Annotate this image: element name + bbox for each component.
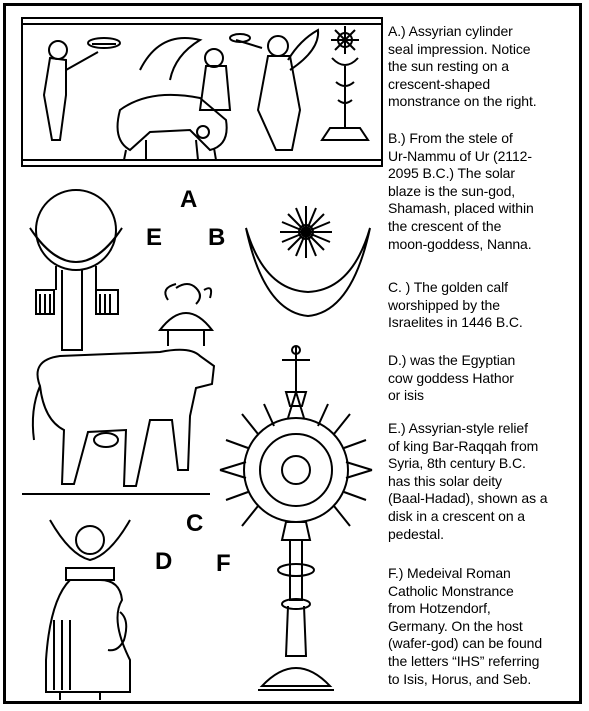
monstrance-illustration <box>220 346 372 690</box>
hathor-figure-illustration <box>46 520 130 700</box>
caption-c: C. ) The golden calf worshipped by the Israelites in 1446 B.C. <box>388 279 523 331</box>
disk-crescent-pedestal-illustration <box>30 190 122 350</box>
figure-label-a: A <box>180 186 198 213</box>
caption-d: D.) was the Egyptian cow goddess Hathor or isis <box>388 352 516 404</box>
caption-b: B.) From the stele of Ur-Nammu of Ur (2112- 2095 B.C.) The solar blaze is the sun-god, Shamash, placed within the crescent of the moon-goddess, Nanna. <box>388 130 534 252</box>
figure-label-d: D <box>155 548 173 575</box>
caption-a: A.) Assyrian cylinder seal impression. Notice the sun resting on a crescent-shaped monstrance on the right. <box>388 23 537 110</box>
figure-label-b: B <box>208 224 226 251</box>
caption-f: F.) Medeival Roman Catholic Monstrance from Hotzendorf, Germany. On the host (wafer-god) can be found the letters “IHS” referring to Isis, Horus, and Seb. <box>388 565 543 687</box>
star-crescent-illustration <box>246 206 370 316</box>
figure-label-e: E <box>146 224 163 251</box>
cylinder-seal-illustration <box>22 18 382 166</box>
golden-calf-illustration <box>22 284 214 494</box>
caption-e: E.) Assyrian-style relief of king Bar-Raqqah from Syria, 8th century B.C. has this solar deity (Baal-Hadad), shown as a disk in a crescent on a pedestal. <box>388 420 548 542</box>
figure-label-f: F <box>216 550 231 577</box>
figure-label-c: C <box>186 510 204 537</box>
